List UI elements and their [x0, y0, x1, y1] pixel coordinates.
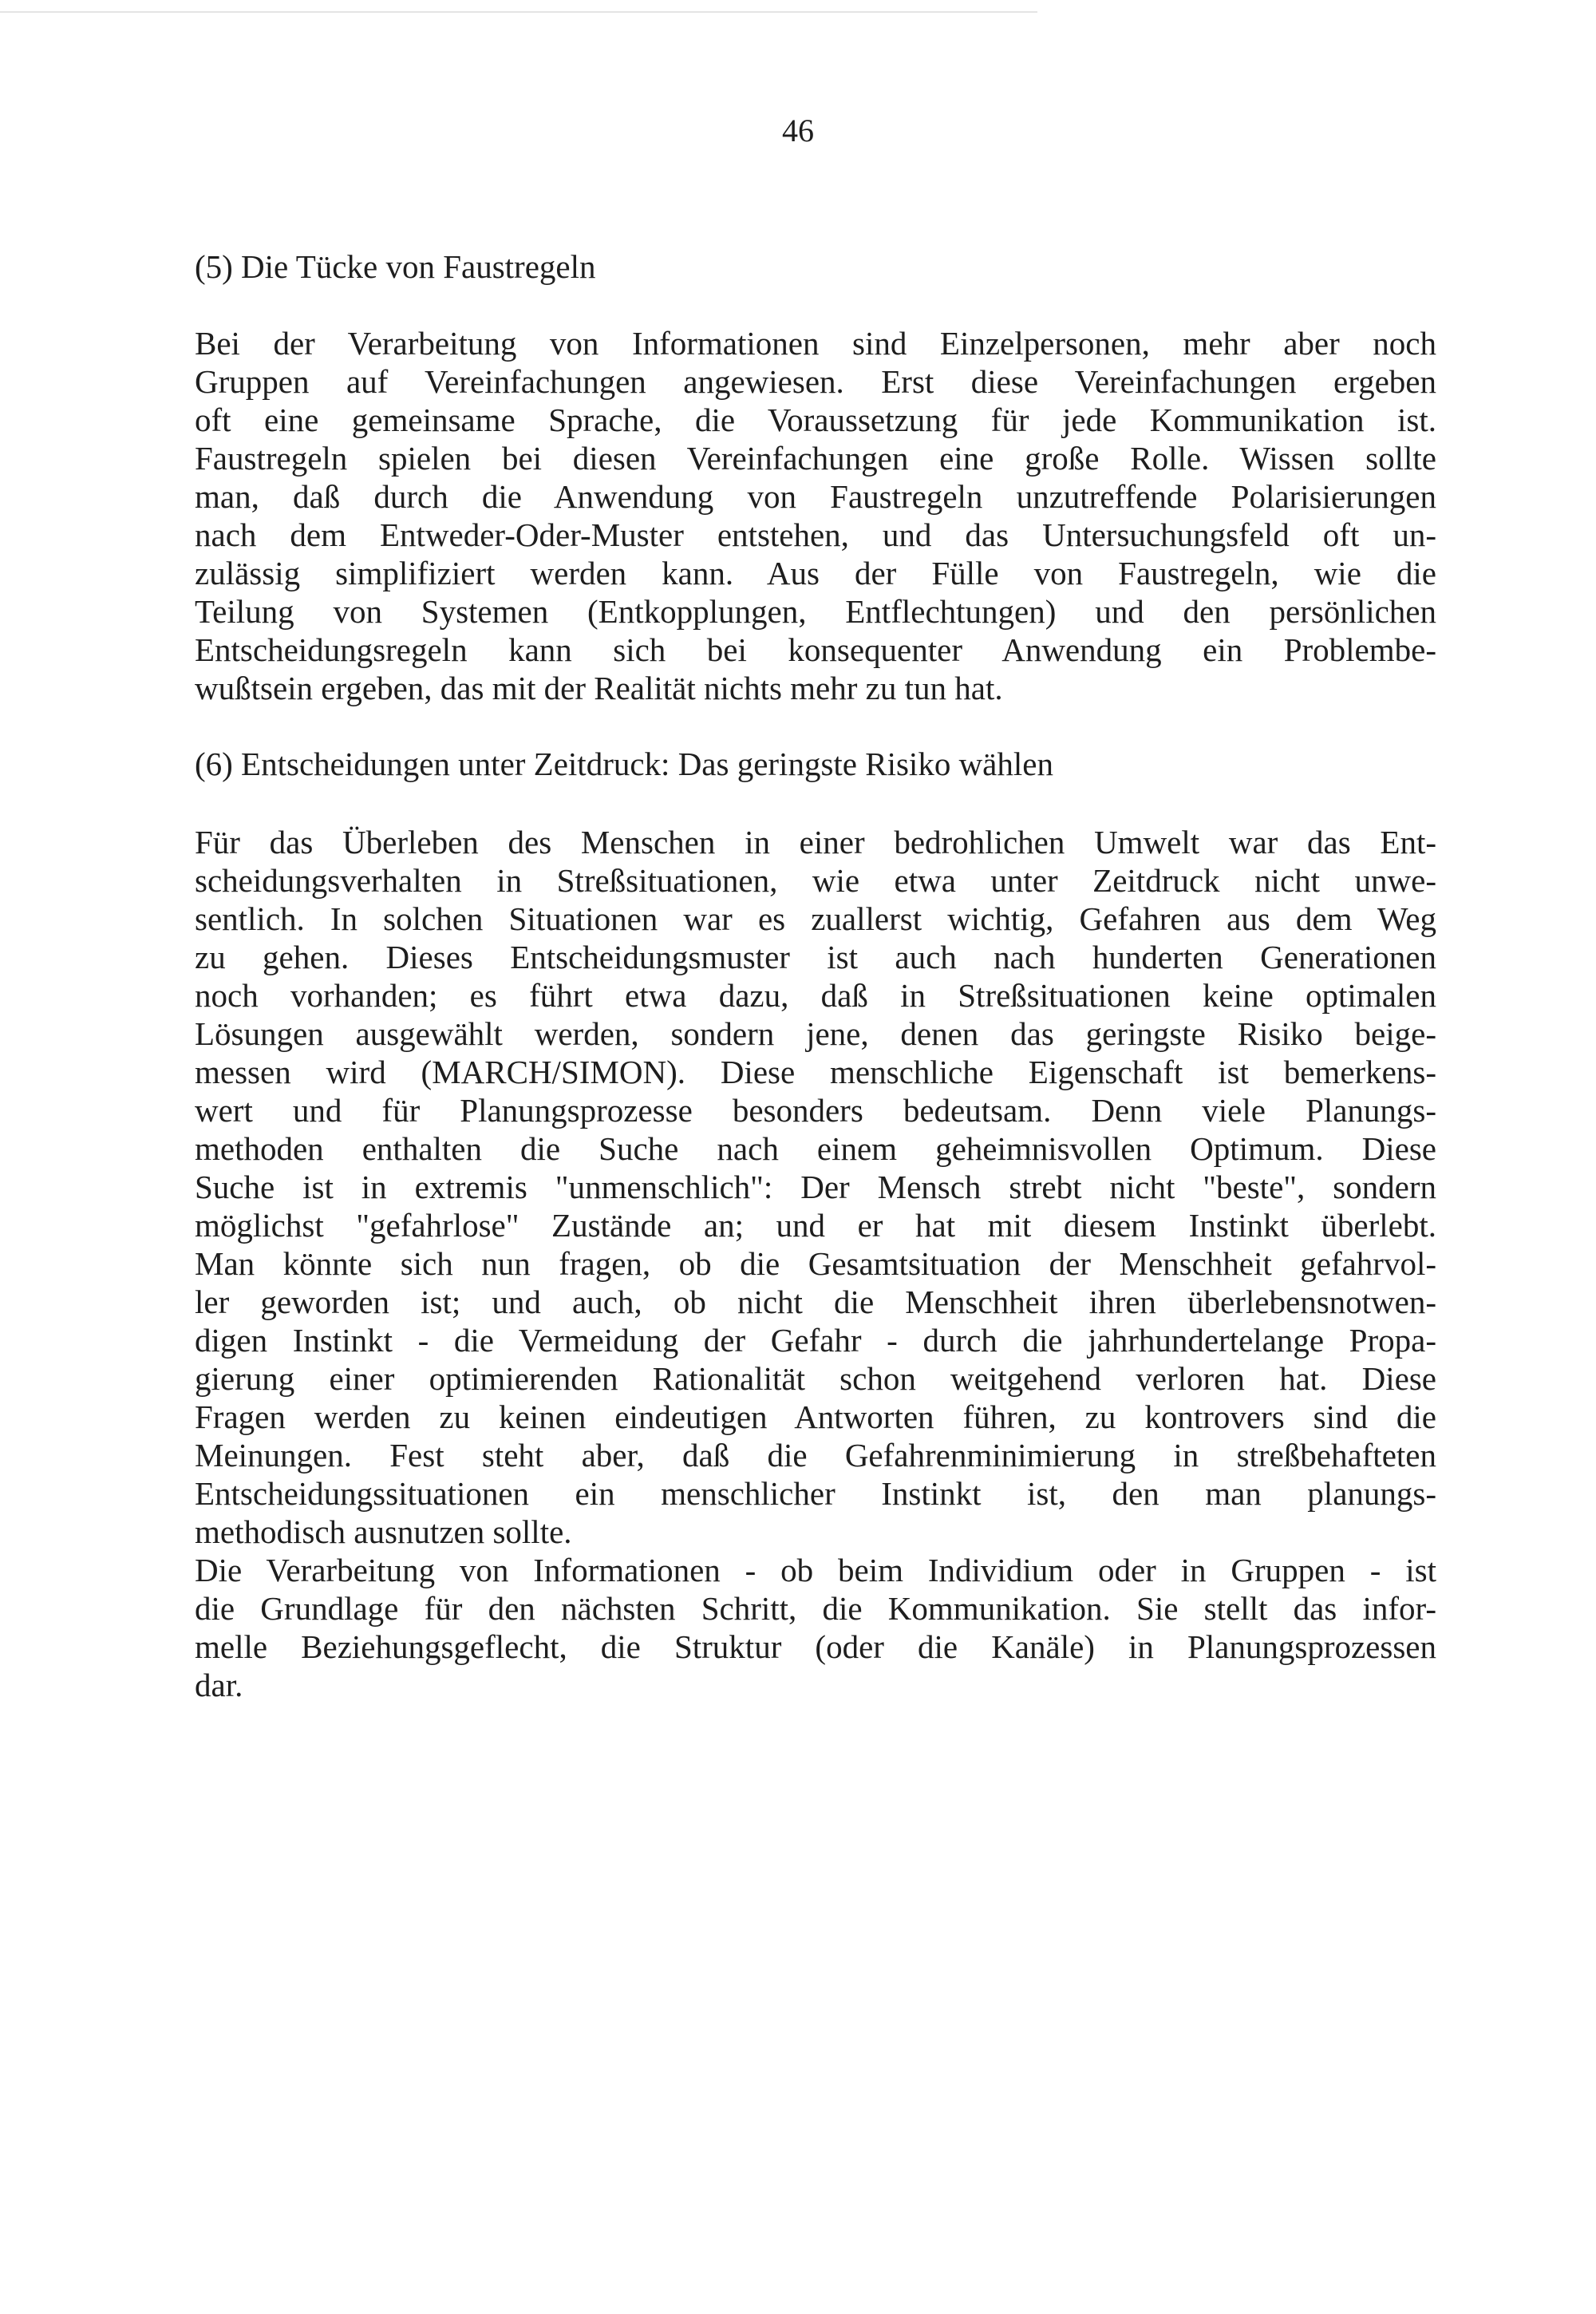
section-heading-6: (6) Entscheidungen unter Zeitdruck: Das geringste Risiko wählen [195, 746, 1053, 782]
text-line: man, daß durch die Anwendung von Faustregeln unzutreffende Polarisierungen [195, 478, 1436, 515]
text-line: ler geworden ist; und auch, ob nicht die Menschheit ihren überlebensnotwen- [195, 1284, 1436, 1320]
text-line: messen wird (MARCH/SIMON). Diese menschliche Eigenschaft ist bemerkens- [195, 1054, 1436, 1090]
page-number: 46 [782, 113, 814, 148]
text-line: nach dem Entweder-Oder-Muster entstehen, und das Untersuchungsfeld oft un- [195, 516, 1436, 553]
text-line: sentlich. In solchen Situationen war es zuallerst wichtig, Gefahren aus dem Weg [195, 900, 1436, 937]
text-line: Meinungen. Fest steht aber, daß die Gefahrenminimierung in streßbehafteten [195, 1437, 1436, 1473]
text-line: Entscheidungssituationen ein menschlicher Instinkt ist, den man planungs- [195, 1475, 1436, 1512]
text-line: noch vorhanden; es führt etwa dazu, daß in Streßsituationen keine optimalen [195, 977, 1436, 1014]
text-line: Teilung von Systemen (Entkopplungen, Entflechtungen) und den persönlichen [195, 593, 1436, 630]
text-line: oft eine gemeinsame Sprache, die Voraussetzung für jede Kommunikation ist. [195, 401, 1436, 438]
paragraph [195, 324, 1436, 707]
text-line: möglichst "gefahrlose" Zustände an; und er hat mit diesem Instinkt überlebt. [195, 1207, 1436, 1244]
text-line: Die Verarbeitung von Informationen - ob beim Individium oder in Gruppen - ist [195, 1552, 1436, 1588]
text-line: wußtsein ergeben, das mit der Realität nichts mehr zu tun hat. [195, 670, 1003, 706]
paragraph [195, 1551, 1436, 1704]
text-line: gierung einer optimierenden Rationalität schon weitgehend verloren hat. Diese [195, 1360, 1436, 1397]
text-line: wert und für Planungsprozesse besonders bedeutsam. Denn viele Planungs- [195, 1092, 1436, 1129]
text-line: digen Instinkt - die Vermeidung der Gefahr - durch die jahrhundertelange Propa- [195, 1322, 1436, 1359]
scan-edge-line [0, 11, 1037, 13]
section-5-body [195, 324, 1436, 707]
text-line: Lösungen ausgewählt werden, sondern jene, denen das geringste Risiko beige- [195, 1015, 1436, 1052]
text-line: Faustregeln spielen bei diesen Vereinfachungen eine große Rolle. Wissen sollte [195, 440, 1436, 477]
text-line: Gruppen auf Vereinfachungen angewiesen. Erst diese Vereinfachungen ergeben [195, 363, 1436, 400]
text-line: Entscheidungsregeln kann sich bei konsequenter Anwendung ein Problembe- [195, 631, 1436, 668]
text-line: die Grundlage für den nächsten Schritt, die Kommunikation. Sie stellt das infor- [195, 1590, 1436, 1627]
text-line: scheidungsverhalten in Streßsituationen, wie etwa unter Zeitdruck nicht unwe- [195, 862, 1436, 899]
text-line: zulässig simplifiziert werden kann. Aus der Fülle von Faustregeln, wie die [195, 555, 1436, 591]
text-line: Für das Überleben des Menschen in einer bedrohlichen Umwelt war das Ent- [195, 824, 1436, 860]
text-line: Fragen werden zu keinen eindeutigen Antworten führen, zu kontrovers sind die [195, 1398, 1436, 1435]
text-line: Bei der Verarbeitung von Informationen sind Einzelpersonen, mehr aber noch [195, 325, 1436, 362]
text-line: Suche ist in extremis "unmenschlich": Der Mensch strebt nicht "beste", sondern [195, 1169, 1436, 1205]
text-line: methodisch ausnutzen sollte. [195, 1513, 572, 1550]
text-line: dar. [195, 1667, 243, 1703]
section-6-body [195, 823, 1436, 1704]
section-heading-5: (5) Die Tücke von Faustregeln [195, 248, 596, 285]
text-line: methoden enthalten die Suche nach einem geheimnisvollen Optimum. Diese [195, 1130, 1436, 1167]
text-line: zu gehen. Dieses Entscheidungsmuster ist auch nach hunderten Generationen [195, 939, 1436, 975]
paragraph [195, 823, 1436, 1551]
text-line: melle Beziehungsgeflecht, die Struktur (oder die Kanäle) in Planungsprozessen [195, 1628, 1436, 1665]
text-line: Man könnte sich nun fragen, ob die Gesamtsituation der Menschheit gefahrvol- [195, 1245, 1436, 1282]
